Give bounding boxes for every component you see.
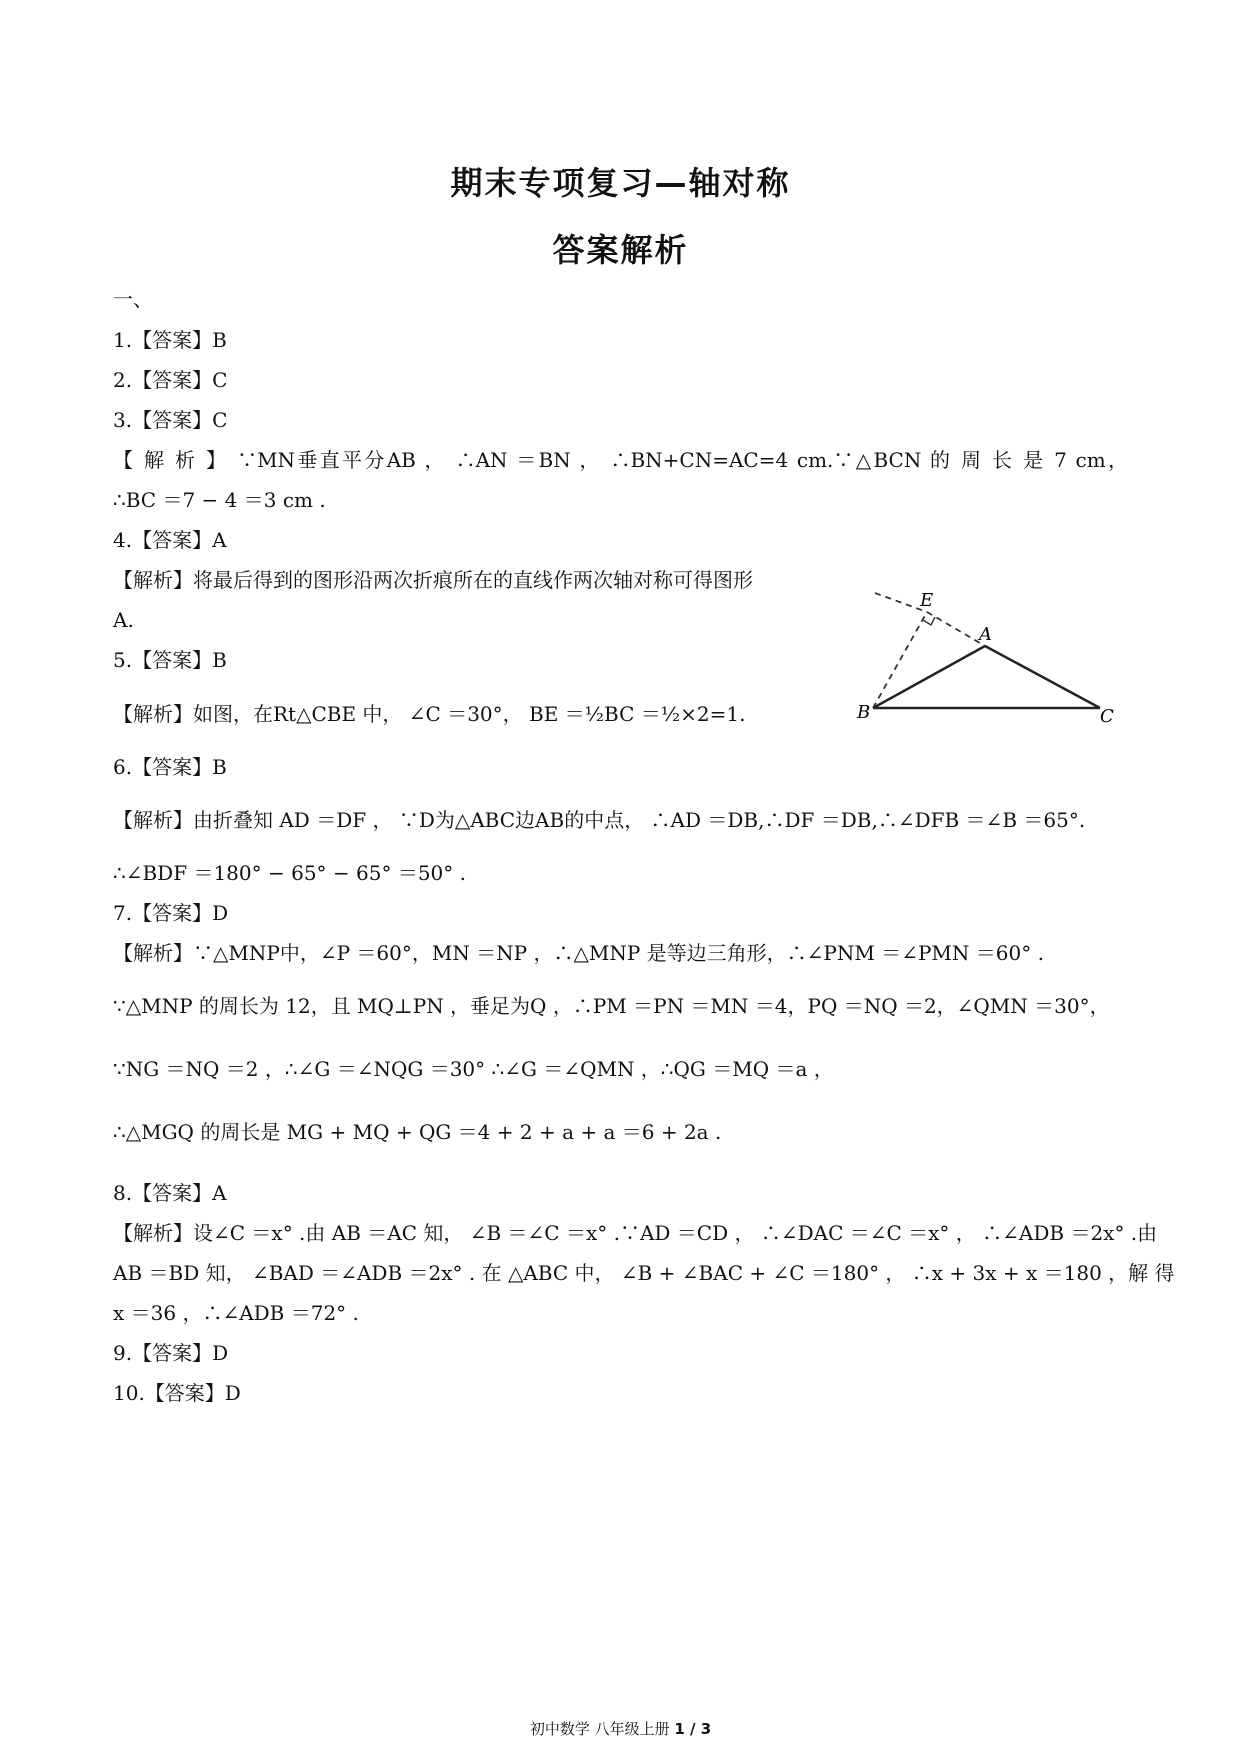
answer-line: 5.【答案】B [113, 648, 227, 672]
answer-line: 2.【答案】C [113, 368, 228, 392]
section-heading: 一、 [113, 287, 153, 311]
explanation-line: 【解析】设∠C ＝x° .由 AB ＝AC 知， ∠B ＝∠C ＝x° .∵AD ＝CD ， ∴∠DAC ＝∠C ＝x° ， ∴∠ADB ＝2x° .由 [113, 1221, 1158, 1245]
answer-line: 3.【答案】C [113, 408, 228, 432]
explanation-line: 【解析】∵△MNP中，∠P ＝60°，MN ＝NP ，∴△MNP 是等边三角形，∴∠PNM ＝∠PMN ＝60° . [113, 941, 1044, 965]
explanation-line: 【解析】由折叠知 AD ＝DF ， ∵D为△ABC边AB的中点， ∴AD ＝DB,∴DF ＝DB,∴∠DFB ＝∠B ＝65°. [113, 808, 1086, 832]
answer-line: 6.【答案】B [113, 755, 227, 779]
explanation-line: ∵△MNP 的周长为 12，且 MQ⊥PN ，垂足为Q ，∴PM ＝PN ＝MN ＝4，PQ ＝NQ ＝2，∠QMN ＝30°， [113, 994, 1110, 1018]
answer-line: 9.【答案】D [113, 1341, 229, 1365]
explanation-line: ∵NG ＝NQ ＝2 ，∴∠G ＝∠NQG ＝30° ∴∠G ＝∠QMN ，∴QG ＝MQ ＝a ， [113, 1057, 834, 1081]
answer-line: 1.【答案】B [113, 328, 227, 352]
explanation-line: 【解析】将最后得到的图形沿两次折痕所在的直线作两次轴对称可得图形 [113, 568, 753, 592]
answer-line: 10.【答案】D [113, 1381, 241, 1405]
page-footer [0, 1718, 1241, 1739]
answer-line: 8.【答案】A [113, 1181, 227, 1205]
label-e: E [920, 590, 934, 611]
segment-ea-dashed [927, 612, 985, 646]
answer-line: 4.【答案】A [113, 528, 227, 552]
explanation-line: A. [113, 608, 134, 632]
right-angle-mark [923, 617, 935, 625]
label-c: C [1100, 706, 1114, 725]
explanation-line: ∴△MGQ 的周长是 MG + MQ + QG ＝4 + 2 + a + a ＝6 + 2a . [113, 1120, 722, 1144]
explanation-line: ∴∠BDF ＝180° − 65° − 65° ＝50° . [113, 861, 466, 885]
explanation-line: 【解析】如图，在Rt△CBE 中， ∠C ＝30°， BE ＝½BC ＝½×2=1. [113, 702, 746, 726]
label-a: A [979, 624, 992, 645]
explanation-line: AB ＝BD 知， ∠BAD ＝∠ADB ＝2x° . 在 △ABC 中， ∠B + ∠BAC + ∠C ＝180° ， ∴x + 3x + x ＝180 ，解 得 [113, 1261, 1175, 1285]
label-b: B [857, 702, 871, 723]
explanation-line: x ＝36 ，∴∠ADB ＝72° . [113, 1301, 359, 1325]
explanation-line: 【 解 析 】 ∵MN垂直平分AB ， ∴AN ＝BN ， ∴BN+CN=AC=4 cm.∵△BCN 的 周 长 是 7 cm， [113, 448, 1128, 472]
triangle-figure [845, 580, 1120, 725]
page-number: 1 / 3 [674, 1720, 712, 1738]
page-title: 期末专项复习—轴对称 [450, 164, 791, 202]
page-subtitle: 答案解析 [552, 231, 689, 269]
explanation-line: ∴BC ＝7 − 4 ＝3 cm . [113, 488, 326, 512]
answer-line: 7.【答案】D [113, 901, 229, 925]
segment-ac [985, 646, 1100, 708]
footer-text: 初中数学 八年级上册 [529, 1720, 670, 1738]
